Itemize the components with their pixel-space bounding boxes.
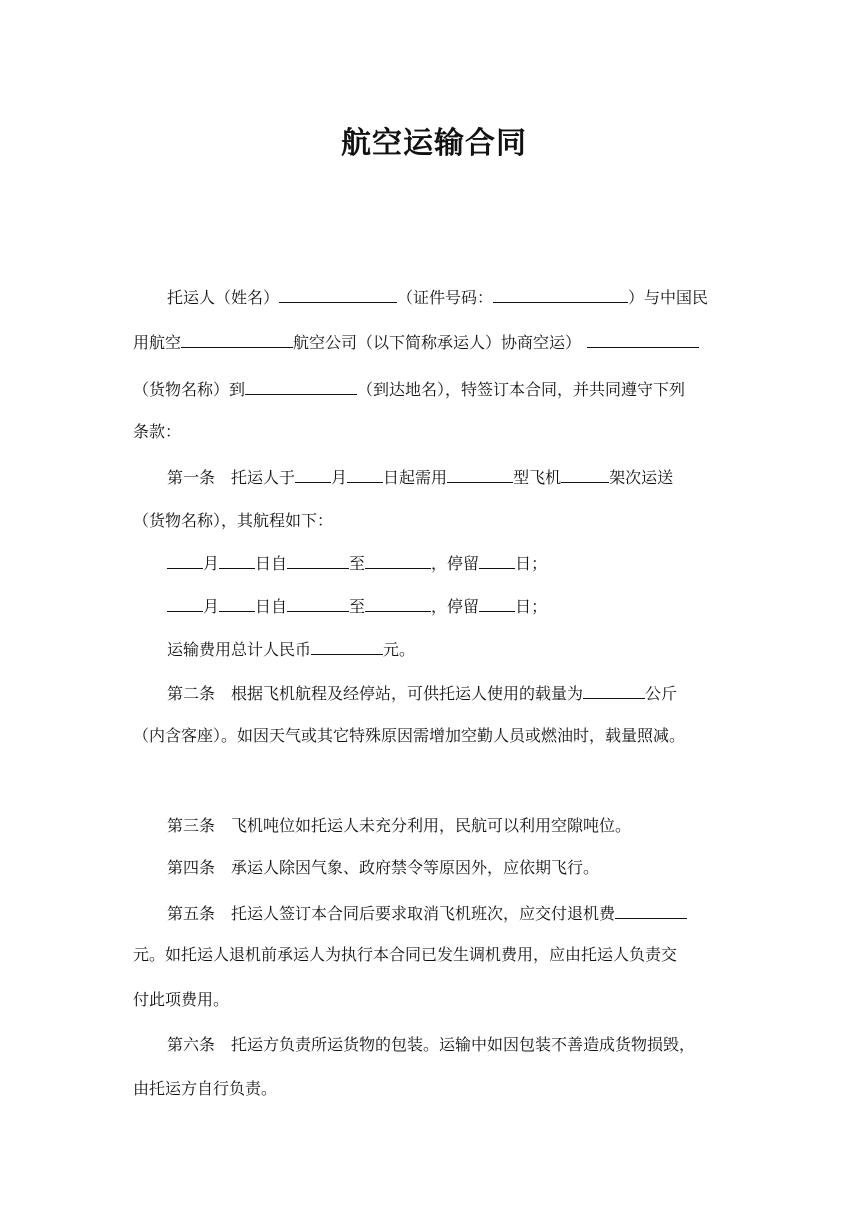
article-2-cont: （内含客座）。如因天气或其它特殊原因需增加空勤人员或燃油时，载量照减。 [133,726,686,745]
terms-text: 条款： [133,422,182,441]
cargo-origin-blank [587,329,699,348]
article-1-text-a: 托运人于 [231,468,296,487]
route-1-stay: ，停留 [431,554,480,573]
article-1-line-1 [133,464,738,490]
article-3-text: 飞机吨位如托运人未充分利用，民航可以利用空隙吨位。 [231,816,632,835]
article-4-heading: 第四条 [167,858,216,877]
cargo-name-text: （货物名称）到 [133,380,246,399]
route-2-day-blank [219,593,255,612]
article-1-cont: （货物名称），其航程如下： [133,511,334,530]
article-2-line-1 [133,680,738,706]
flight-count-blank [561,464,609,483]
intro-line-3 [133,376,738,402]
route-2-stay-blank [479,593,515,612]
article-6-heading: 第六条 [167,1035,216,1054]
route-2-dest-blank [365,593,431,612]
route-2-month-blank [167,593,203,612]
article-4-text: 承运人除因气象、政府禁令等原因外，应依期飞行。 [231,858,600,877]
month-label: 月 [331,468,348,487]
month-blank [295,464,331,483]
route-1-origin-blank [287,550,349,569]
id-number-label: （证件号码： [397,288,494,307]
route-1-day-blank [219,550,255,569]
route-1-dest-blank [365,550,431,569]
route-2-end: 日； [515,597,548,616]
intro-line-2 [133,329,738,355]
day-blank [347,464,383,483]
article-2-text-a: 根据飞机航程及经停站，可供托运人使用的载量为 [231,684,584,703]
article-5-heading: 第五条 [167,904,216,923]
article-1-line-2 [133,509,738,533]
article-1-text-d: 型飞机 [513,468,562,487]
document-title: 航空运输合同 [341,126,527,161]
route-2-origin-blank [287,593,349,612]
article-1-heading: 第一条 [167,468,216,487]
route-1-from: 日自 [255,554,288,573]
route-1-month-blank [167,550,203,569]
intro-line-4 [133,420,738,444]
route-row-1 [133,550,738,576]
shipper-name-blank [279,284,397,303]
article-2-text-b: 公斤 [645,684,678,703]
route-1-to: 至 [349,554,366,573]
route-2-month: 月 [203,597,220,616]
article-5-cont-2: 付此项费用。 [133,990,230,1009]
id-number-blank [493,284,628,303]
article-5-cont-1: 元。如托运人退机前承运人为执行本合同已发生调机费用，应由托运人负责交 [133,945,678,964]
destination-blank [245,376,357,395]
payload-blank [583,680,645,699]
article-3-heading: 第三条 [167,816,216,835]
route-1-month: 月 [203,554,220,573]
article-5-line-1 [133,900,738,926]
article-6-line-1 [133,1033,738,1057]
article-6-text-a: 托运方负责所运货物的包装。运输中如因包装不善造成货物损毁， [231,1035,696,1054]
cancellation-fee-blank [615,900,687,919]
article-5-line-2 [133,943,738,967]
route-row-2 [133,593,738,619]
freight-fee-line [133,636,738,662]
shipper-name-label: 托运人（姓名） [167,288,280,307]
intro-text: ）与中国民 [628,288,709,307]
aircraft-type-blank [447,464,513,483]
route-2-to: 至 [349,597,366,616]
freight-fee-unit: 元。 [383,640,416,659]
article-6-cont: 由托运方自行负责。 [133,1079,278,1098]
destination-text: （到达地名），特签订本合同，并共同遵守下列 [357,380,686,399]
freight-fee-blank [311,636,383,655]
route-2-from: 日自 [255,597,288,616]
freight-fee-label: 运输费用总计人民币 [167,640,312,659]
civil-aviation-text: 用航空 [133,333,182,352]
airline-name-blank [181,329,293,348]
route-1-stay-blank [479,550,515,569]
route-1-end: 日； [515,554,548,573]
article-2-line-2 [133,724,738,748]
article-6-line-2 [133,1077,738,1101]
article-1-text-e: 架次运送 [609,468,674,487]
article-4 [133,856,738,880]
airline-text: 航空公司（以下简称承运人）协商空运） [293,333,582,352]
article-1-text-c: 日起需用 [383,468,448,487]
article-3 [133,814,738,838]
intro-line-1 [133,284,738,310]
article-5-text-a: 托运人签订本合同后要求取消飞机班次，应交付退机费 [231,904,616,923]
route-2-stay: ，停留 [431,597,480,616]
article-2-heading: 第二条 [167,684,216,703]
article-5-line-3 [133,988,738,1012]
